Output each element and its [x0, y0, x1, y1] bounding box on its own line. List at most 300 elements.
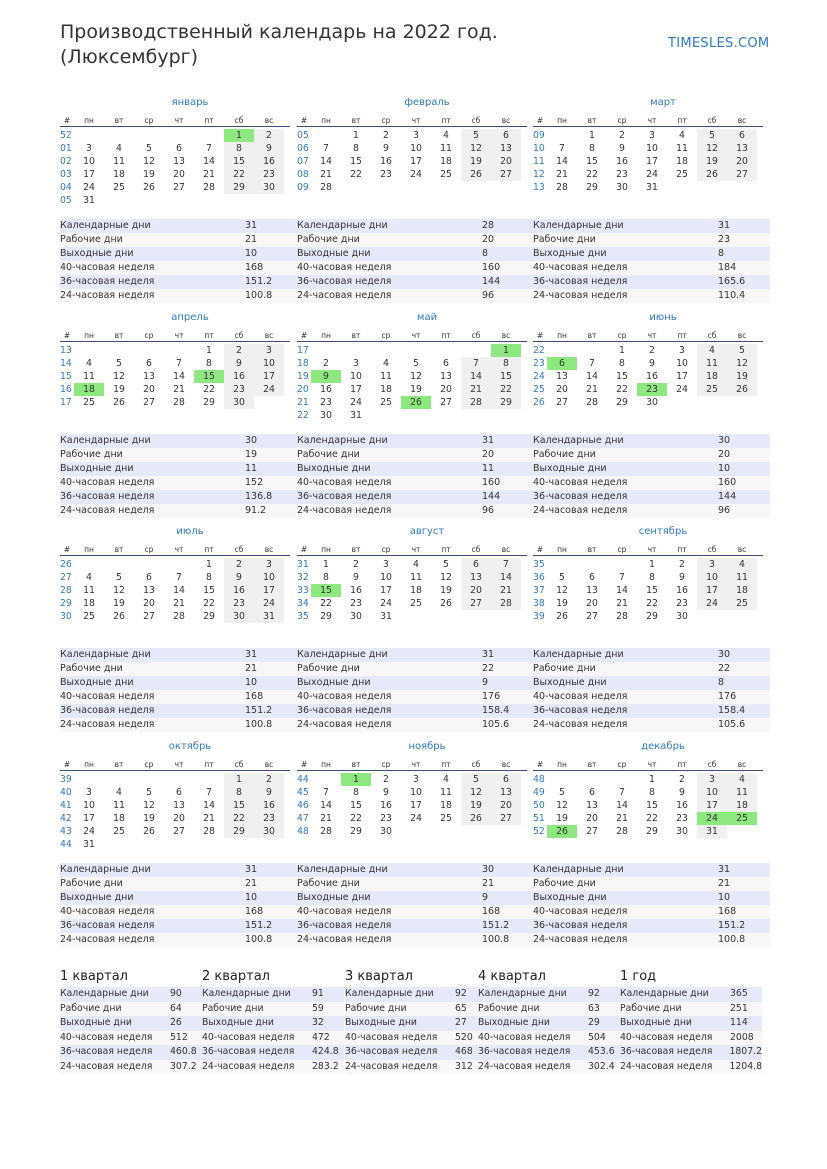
day-cell[interactable]: 24	[83, 182, 95, 193]
day-cell[interactable]: 11	[440, 787, 452, 798]
day-cell[interactable]: 30	[254, 825, 284, 838]
day-cell[interactable]: 9	[254, 142, 284, 155]
day-cell[interactable]: 22	[350, 169, 362, 180]
day-cell[interactable]: 17	[410, 156, 422, 167]
day-cell[interactable]: 3	[697, 773, 727, 786]
day-cell[interactable]: 20	[586, 598, 598, 609]
day-cell[interactable]: 23	[676, 813, 688, 824]
day-cell[interactable]: 21	[556, 169, 568, 180]
day-cell[interactable]: 5	[559, 572, 565, 583]
day-cell[interactable]: 16	[676, 585, 688, 596]
day-cell[interactable]: 25	[697, 383, 727, 396]
day-cell[interactable]: 5	[443, 559, 449, 570]
day-cell[interactable]: 2	[323, 358, 329, 369]
day-cell[interactable]: 19	[440, 585, 452, 596]
day-cell[interactable]: 20	[173, 813, 185, 824]
day-cell[interactable]: 22	[586, 169, 598, 180]
day-cell[interactable]: 2	[353, 559, 359, 570]
day-cell[interactable]: 18	[676, 156, 688, 167]
day-cell[interactable]: 25	[380, 397, 392, 408]
day-cell[interactable]: 21	[203, 813, 215, 824]
day-cell[interactable]: 31	[254, 610, 284, 623]
day-cell[interactable]: 18	[440, 156, 452, 167]
day-cell[interactable]: 2	[679, 774, 685, 785]
day-cell[interactable]: 6	[176, 143, 182, 154]
day-cell[interactable]: 5	[116, 572, 122, 583]
day-cell[interactable]: 17	[380, 585, 392, 596]
day-cell[interactable]: 5	[559, 787, 565, 798]
day-cell[interactable]: 23	[380, 169, 392, 180]
day-cell[interactable]: 3	[413, 774, 419, 785]
day-cell[interactable]: 17	[676, 371, 688, 382]
day-cell[interactable]: 28	[616, 611, 628, 622]
day-cell[interactable]: 11	[697, 357, 727, 370]
day-cell[interactable]: 22	[320, 598, 332, 609]
day-cell[interactable]: 30	[646, 397, 658, 408]
day-cell[interactable]: 2	[224, 344, 254, 357]
day-cell[interactable]: 14	[320, 156, 332, 167]
day-cell[interactable]: 26	[113, 397, 125, 408]
day-cell[interactable]: 19	[143, 813, 155, 824]
day-cell[interactable]: 2	[224, 558, 254, 571]
day-cell[interactable]: 10	[697, 571, 727, 584]
day-cell[interactable]: 17	[254, 370, 284, 383]
day-cell[interactable]: 18	[727, 584, 757, 597]
day-cell[interactable]: 30	[616, 182, 628, 193]
day-cell[interactable]: 16	[616, 156, 628, 167]
day-cell[interactable]: 13	[491, 142, 521, 155]
day-cell[interactable]: 18	[74, 383, 104, 396]
day-cell[interactable]: 7	[323, 787, 329, 798]
day-cell[interactable]: 24	[350, 397, 362, 408]
day-cell[interactable]: 11	[113, 156, 125, 167]
day-cell[interactable]: 8	[649, 572, 655, 583]
day-cell[interactable]: 24	[410, 813, 422, 824]
day-cell[interactable]: 16	[380, 800, 392, 811]
day-cell[interactable]: 14	[556, 156, 568, 167]
day-cell[interactable]: 29	[224, 825, 254, 838]
day-cell[interactable]: 24	[254, 383, 284, 396]
day-cell[interactable]: 29	[224, 181, 254, 194]
day-cell[interactable]: 10	[254, 357, 284, 370]
day-cell[interactable]: 28	[173, 397, 185, 408]
day-cell[interactable]: 14	[491, 571, 521, 584]
day-cell[interactable]: 3	[383, 559, 389, 570]
day-cell[interactable]: 26	[143, 826, 155, 837]
day-cell[interactable]: 15	[646, 585, 658, 596]
day-cell[interactable]: 23	[637, 383, 667, 396]
day-cell[interactable]: 3	[413, 130, 419, 141]
day-cell[interactable]: 15	[203, 585, 215, 596]
day-cell[interactable]: 21	[320, 169, 332, 180]
day-cell[interactable]: 3	[353, 358, 359, 369]
day-cell[interactable]: 15	[224, 799, 254, 812]
day-cell[interactable]: 9	[353, 572, 359, 583]
day-cell[interactable]: 20	[143, 384, 155, 395]
day-cell[interactable]: 12	[143, 156, 155, 167]
day-cell[interactable]: 14	[173, 585, 185, 596]
day-cell[interactable]: 24	[646, 169, 658, 180]
day-cell[interactable]: 15	[646, 800, 658, 811]
day-cell[interactable]: 13	[556, 371, 568, 382]
day-cell[interactable]: 20	[143, 598, 155, 609]
day-cell[interactable]: 17	[83, 813, 95, 824]
day-cell[interactable]: 24	[676, 384, 688, 395]
day-cell[interactable]: 1	[353, 130, 359, 141]
day-cell[interactable]: 27	[173, 826, 185, 837]
day-cell[interactable]: 23	[320, 397, 332, 408]
day-cell[interactable]: 13	[143, 371, 155, 382]
day-cell[interactable]: 7	[559, 143, 565, 154]
day-cell[interactable]: 5	[697, 129, 727, 142]
day-cell[interactable]: 22	[224, 812, 254, 825]
day-cell[interactable]: 30	[224, 396, 254, 409]
day-cell[interactable]: 31	[380, 611, 392, 622]
day-cell[interactable]: 31	[697, 825, 727, 838]
day-cell[interactable]: 25	[113, 182, 125, 193]
day-cell[interactable]: 28	[491, 597, 521, 610]
day-cell[interactable]: 17	[83, 169, 95, 180]
day-cell[interactable]: 6	[176, 787, 182, 798]
day-cell[interactable]: 29	[646, 611, 658, 622]
day-cell[interactable]: 25	[727, 812, 757, 825]
day-cell[interactable]: 16	[320, 384, 332, 395]
day-cell[interactable]: 4	[727, 773, 757, 786]
day-cell[interactable]: 27	[173, 182, 185, 193]
day-cell[interactable]: 13	[586, 800, 598, 811]
day-cell[interactable]: 6	[491, 773, 521, 786]
day-cell[interactable]: 1	[224, 773, 254, 786]
day-cell[interactable]: 10	[83, 156, 95, 167]
day-cell[interactable]: 22	[203, 598, 215, 609]
day-cell[interactable]: 2	[679, 559, 685, 570]
day-cell[interactable]: 21	[461, 383, 491, 396]
day-cell[interactable]: 16	[350, 585, 362, 596]
day-cell[interactable]: 1	[341, 773, 371, 786]
day-cell[interactable]: 14	[586, 371, 598, 382]
day-cell[interactable]: 9	[383, 143, 389, 154]
day-cell[interactable]: 14	[203, 156, 215, 167]
day-cell[interactable]: 1	[206, 559, 212, 570]
day-cell[interactable]: 30	[254, 181, 284, 194]
day-cell[interactable]: 3	[697, 558, 727, 571]
day-cell[interactable]: 8	[206, 358, 212, 369]
day-cell[interactable]: 5	[461, 773, 491, 786]
day-cell[interactable]: 20	[491, 799, 521, 812]
day-cell[interactable]: 21	[491, 584, 521, 597]
day-cell[interactable]: 26	[727, 383, 757, 396]
day-cell[interactable]: 25	[676, 169, 688, 180]
day-cell[interactable]: 27	[143, 397, 155, 408]
day-cell[interactable]: 13	[173, 800, 185, 811]
day-cell[interactable]: 18	[113, 813, 125, 824]
day-cell[interactable]: 2	[254, 773, 284, 786]
day-cell[interactable]: 5	[146, 787, 152, 798]
day-cell[interactable]: 24	[410, 169, 422, 180]
day-cell[interactable]: 11	[83, 585, 95, 596]
day-cell[interactable]: 13	[461, 571, 491, 584]
day-cell[interactable]: 7	[491, 558, 521, 571]
day-cell[interactable]: 1	[491, 344, 521, 357]
day-cell[interactable]: 8	[224, 142, 254, 155]
day-cell[interactable]: 30	[676, 826, 688, 837]
day-cell[interactable]: 10	[646, 143, 658, 154]
day-cell[interactable]: 25	[113, 826, 125, 837]
day-cell[interactable]: 19	[410, 384, 422, 395]
day-cell[interactable]: 18	[410, 585, 422, 596]
day-cell[interactable]: 15	[194, 370, 224, 383]
day-cell[interactable]: 11	[410, 572, 422, 583]
day-cell[interactable]: 23	[380, 813, 392, 824]
day-cell[interactable]: 30	[224, 610, 254, 623]
day-cell[interactable]: 8	[649, 787, 655, 798]
day-cell[interactable]: 22	[224, 168, 254, 181]
day-cell[interactable]: 3	[86, 143, 92, 154]
day-cell[interactable]: 13	[491, 786, 521, 799]
day-cell[interactable]: 12	[461, 786, 491, 799]
day-cell[interactable]: 15	[586, 156, 598, 167]
day-cell[interactable]: 4	[727, 558, 757, 571]
day-cell[interactable]: 8	[619, 358, 625, 369]
day-cell[interactable]: 30	[350, 611, 362, 622]
day-cell[interactable]: 2	[254, 129, 284, 142]
day-cell[interactable]: 9	[224, 357, 254, 370]
day-cell[interactable]: 16	[224, 370, 254, 383]
day-cell[interactable]: 23	[254, 812, 284, 825]
day-cell[interactable]: 2	[383, 774, 389, 785]
day-cell[interactable]: 12	[410, 371, 422, 382]
day-cell[interactable]: 30	[320, 410, 332, 421]
day-cell[interactable]: 12	[556, 800, 568, 811]
day-cell[interactable]: 16	[254, 155, 284, 168]
day-cell[interactable]: 24	[380, 598, 392, 609]
day-cell[interactable]: 10	[254, 571, 284, 584]
day-cell[interactable]: 9	[383, 787, 389, 798]
day-cell[interactable]: 9	[679, 572, 685, 583]
day-cell[interactable]: 26	[556, 611, 568, 622]
day-cell[interactable]: 11	[727, 571, 757, 584]
day-cell[interactable]: 28	[586, 397, 598, 408]
day-cell[interactable]: 18	[113, 169, 125, 180]
day-cell[interactable]: 10	[410, 787, 422, 798]
day-cell[interactable]: 17	[350, 384, 362, 395]
day-cell[interactable]: 18	[727, 799, 757, 812]
day-cell[interactable]: 25	[727, 597, 757, 610]
day-cell[interactable]: 14	[616, 585, 628, 596]
day-cell[interactable]: 4	[413, 559, 419, 570]
day-cell[interactable]: 7	[206, 143, 212, 154]
day-cell[interactable]: 22	[646, 813, 658, 824]
day-cell[interactable]: 23	[350, 598, 362, 609]
day-cell[interactable]: 20	[440, 384, 452, 395]
day-cell[interactable]: 31	[83, 195, 95, 206]
day-cell[interactable]: 12	[461, 142, 491, 155]
day-cell[interactable]: 25	[440, 813, 452, 824]
day-cell[interactable]: 16	[646, 371, 658, 382]
day-cell[interactable]: 26	[461, 168, 491, 181]
day-cell[interactable]: 13	[143, 585, 155, 596]
day-cell[interactable]: 24	[254, 597, 284, 610]
day-cell[interactable]: 28	[173, 611, 185, 622]
day-cell[interactable]: 7	[589, 358, 595, 369]
day-cell[interactable]: 4	[86, 358, 92, 369]
day-cell[interactable]: 23	[676, 598, 688, 609]
day-cell[interactable]: 28	[556, 182, 568, 193]
day-cell[interactable]: 22	[203, 384, 215, 395]
day-cell[interactable]: 6	[146, 358, 152, 369]
day-cell[interactable]: 1	[206, 345, 212, 356]
day-cell[interactable]: 14	[203, 800, 215, 811]
day-cell[interactable]: 30	[676, 611, 688, 622]
day-cell[interactable]: 4	[443, 130, 449, 141]
day-cell[interactable]: 24	[697, 597, 727, 610]
day-cell[interactable]: 20	[727, 155, 757, 168]
day-cell[interactable]: 20	[491, 155, 521, 168]
day-cell[interactable]: 4	[443, 774, 449, 785]
day-cell[interactable]: 25	[83, 611, 95, 622]
day-cell[interactable]: 3	[254, 558, 284, 571]
day-cell[interactable]: 9	[311, 370, 341, 383]
day-cell[interactable]: 9	[254, 786, 284, 799]
day-cell[interactable]: 22	[646, 598, 658, 609]
day-cell[interactable]: 19	[143, 169, 155, 180]
day-cell[interactable]: 14	[616, 800, 628, 811]
day-cell[interactable]: 15	[350, 156, 362, 167]
day-cell[interactable]: 15	[350, 800, 362, 811]
day-cell[interactable]: 17	[410, 800, 422, 811]
day-cell[interactable]: 6	[547, 357, 577, 370]
day-cell[interactable]: 6	[491, 129, 521, 142]
day-cell[interactable]: 3	[679, 345, 685, 356]
day-cell[interactable]: 4	[679, 130, 685, 141]
day-cell[interactable]: 16	[676, 800, 688, 811]
day-cell[interactable]: 26	[113, 611, 125, 622]
day-cell[interactable]: 5	[116, 358, 122, 369]
day-cell[interactable]: 2	[619, 130, 625, 141]
day-cell[interactable]: 30	[380, 826, 392, 837]
day-cell[interactable]: 28	[203, 826, 215, 837]
day-cell[interactable]: 24	[83, 826, 95, 837]
day-cell[interactable]: 27	[586, 611, 598, 622]
day-cell[interactable]: 27	[461, 597, 491, 610]
day-cell[interactable]: 8	[589, 143, 595, 154]
day-cell[interactable]: 29	[203, 397, 215, 408]
day-cell[interactable]: 29	[616, 397, 628, 408]
day-cell[interactable]: 22	[616, 384, 628, 395]
day-cell[interactable]: 26	[461, 812, 491, 825]
day-cell[interactable]: 13	[727, 142, 757, 155]
day-cell[interactable]: 15	[224, 155, 254, 168]
day-cell[interactable]: 3	[649, 130, 655, 141]
day-cell[interactable]: 8	[491, 357, 521, 370]
day-cell[interactable]: 19	[461, 155, 491, 168]
day-cell[interactable]: 8	[353, 787, 359, 798]
day-cell[interactable]: 3	[254, 344, 284, 357]
day-cell[interactable]: 17	[697, 799, 727, 812]
day-cell[interactable]: 15	[616, 371, 628, 382]
day-cell[interactable]: 8	[206, 572, 212, 583]
day-cell[interactable]: 18	[380, 384, 392, 395]
day-cell[interactable]: 19	[556, 598, 568, 609]
day-cell[interactable]: 4	[86, 572, 92, 583]
day-cell[interactable]: 27	[727, 168, 757, 181]
day-cell[interactable]: 7	[176, 358, 182, 369]
day-cell[interactable]: 7	[619, 572, 625, 583]
day-cell[interactable]: 28	[320, 826, 332, 837]
day-cell[interactable]: 21	[320, 813, 332, 824]
day-cell[interactable]: 13	[173, 156, 185, 167]
day-cell[interactable]: 27	[491, 168, 521, 181]
day-cell[interactable]: 21	[203, 169, 215, 180]
day-cell[interactable]: 21	[173, 598, 185, 609]
day-cell[interactable]: 9	[619, 143, 625, 154]
day-cell[interactable]: 25	[83, 397, 95, 408]
day-cell[interactable]: 26	[697, 168, 727, 181]
day-cell[interactable]: 19	[727, 370, 757, 383]
day-cell[interactable]: 11	[440, 143, 452, 154]
day-cell[interactable]: 29	[203, 611, 215, 622]
day-cell[interactable]: 1	[649, 774, 655, 785]
day-cell[interactable]: 23	[224, 597, 254, 610]
day-cell[interactable]: 18	[697, 370, 727, 383]
day-cell[interactable]: 17	[697, 584, 727, 597]
day-cell[interactable]: 6	[443, 358, 449, 369]
day-cell[interactable]: 16	[254, 799, 284, 812]
day-cell[interactable]: 29	[491, 396, 521, 409]
day-cell[interactable]: 12	[440, 572, 452, 583]
day-cell[interactable]: 4	[697, 344, 727, 357]
day-cell[interactable]: 8	[353, 143, 359, 154]
day-cell[interactable]: 10	[676, 358, 688, 369]
day-cell[interactable]: 5	[461, 129, 491, 142]
day-cell[interactable]: 1	[649, 559, 655, 570]
day-cell[interactable]: 6	[727, 129, 757, 142]
day-cell[interactable]: 20	[461, 584, 491, 597]
day-cell[interactable]: 21	[586, 384, 598, 395]
day-cell[interactable]: 23	[254, 168, 284, 181]
day-cell[interactable]: 1	[589, 130, 595, 141]
day-cell[interactable]: 11	[727, 786, 757, 799]
day-cell[interactable]: 31	[83, 839, 95, 850]
day-cell[interactable]: 11	[380, 371, 392, 382]
day-cell[interactable]: 1	[619, 345, 625, 356]
day-cell[interactable]: 18	[440, 800, 452, 811]
day-cell[interactable]: 28	[320, 182, 332, 193]
day-cell[interactable]: 11	[676, 143, 688, 154]
day-cell[interactable]: 26	[401, 396, 431, 409]
day-cell[interactable]: 14	[173, 371, 185, 382]
day-cell[interactable]: 17	[646, 156, 658, 167]
day-cell[interactable]: 10	[350, 371, 362, 382]
day-cell[interactable]: 8	[224, 786, 254, 799]
day-cell[interactable]: 26	[547, 825, 577, 838]
day-cell[interactable]: 6	[589, 787, 595, 798]
day-cell[interactable]: 26	[143, 182, 155, 193]
day-cell[interactable]: 27	[491, 812, 521, 825]
day-cell[interactable]: 14	[320, 800, 332, 811]
day-cell[interactable]: 10	[697, 786, 727, 799]
day-cell[interactable]: 7	[176, 572, 182, 583]
day-cell[interactable]: 11	[113, 800, 125, 811]
day-cell[interactable]: 7	[206, 787, 212, 798]
day-cell[interactable]: 17	[254, 584, 284, 597]
day-cell[interactable]: 11	[83, 371, 95, 382]
day-cell[interactable]: 10	[380, 572, 392, 583]
day-cell[interactable]: 25	[410, 598, 422, 609]
day-cell[interactable]: 4	[383, 358, 389, 369]
day-cell[interactable]: 28	[616, 826, 628, 837]
day-cell[interactable]: 10	[410, 143, 422, 154]
